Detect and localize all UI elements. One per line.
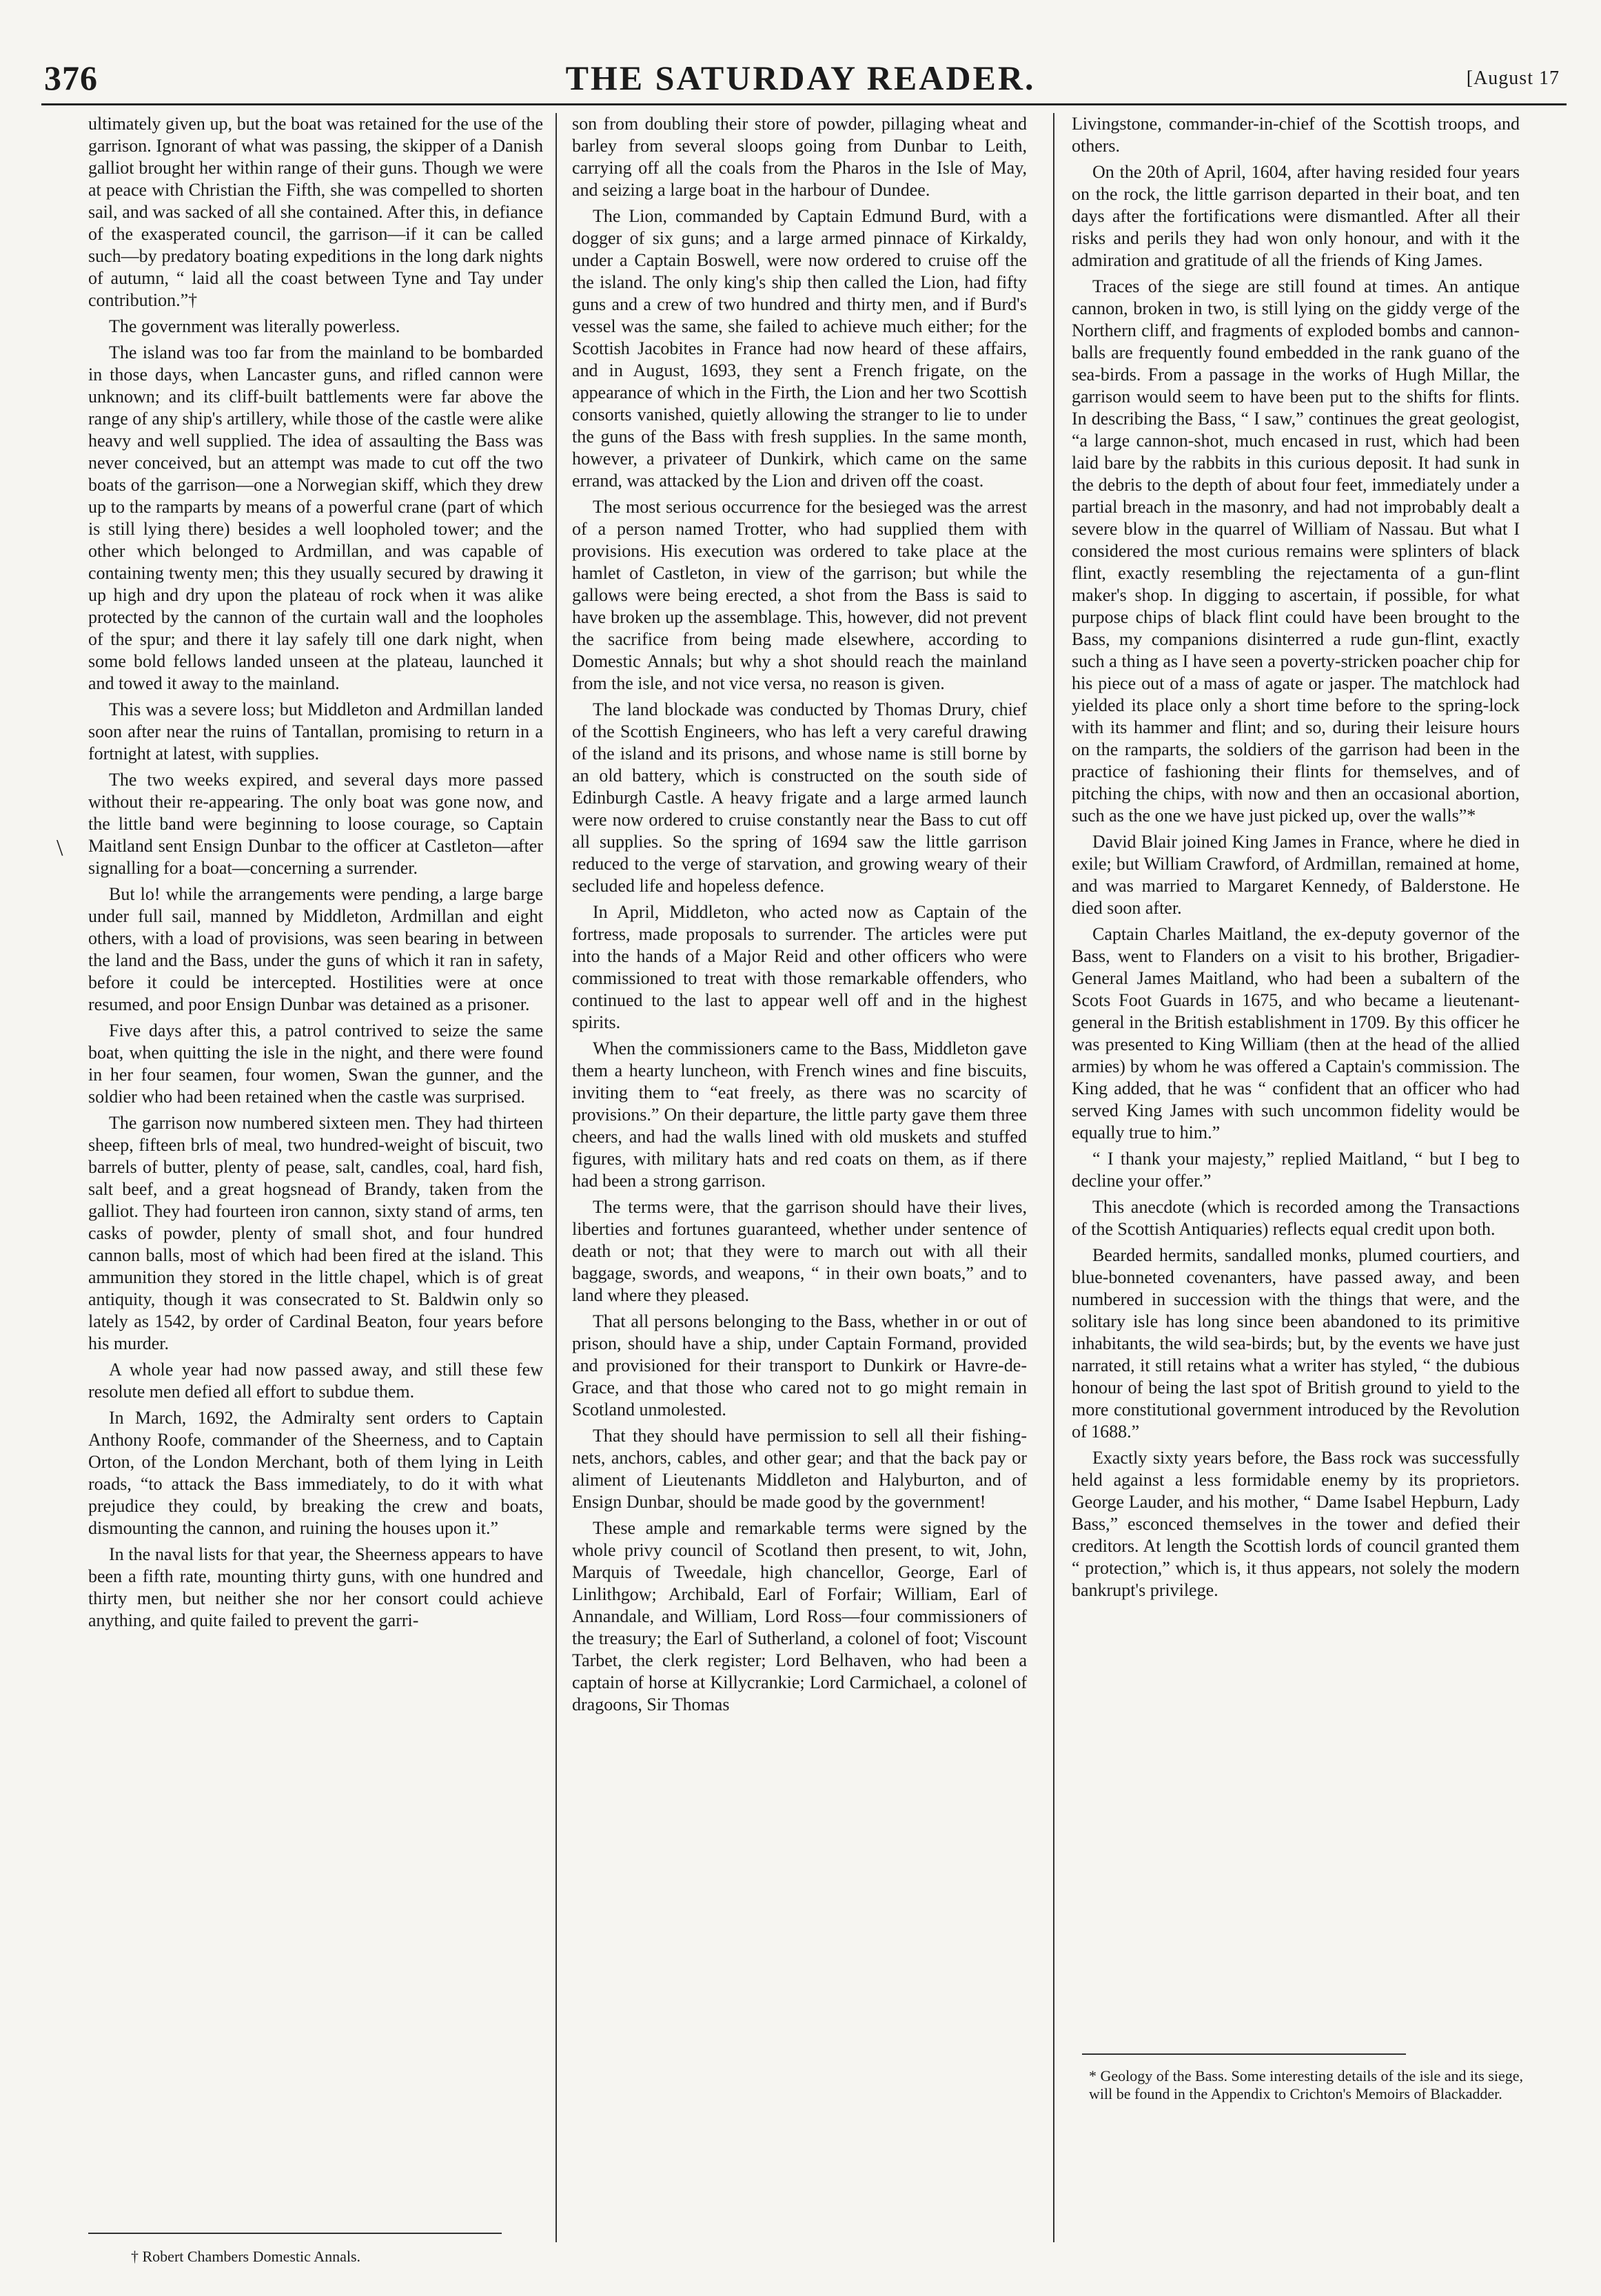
paragraph: The most serious occurrence for the besieged was the arrest of a person named Trotter, who had supplied them with provisions. His execution was ordered to take place at the hamlet of Castleton, in view of the garrison; but while the gallows were being erected, a shot from the Bass is said to have broken up the assemblage. This, however, did not prevent the sacrifice from being made elsewhere, according to Domestic Annals; but why a shot should reach the mainland from the isle, and not vice versa, no reason is given. <box>572 497 1027 693</box>
column-3 <box>1072 113 1520 1606</box>
column-2 <box>572 113 1027 1720</box>
paragraph: Bearded hermits, sandalled monks, plumed courtiers, and blue-bonneted covenanters, have passed away, and been numbered in succession with the things that were, and the solitary isle has long since been abandoned to its primitive inhabitants, the wild sea-birds; but, by the events we have just narrated, it still retains what a writer has styled, “ the dubious honour of being the last spot of British ground to yield to the more constitutional government introduced by the Revolution of 1688.” <box>1072 1245 1520 1442</box>
paragraph: These ample and remarkable terms were signed by the whole privy council of Scotland then present, to wit, John, Marquis of Tweedale, high chancellor, George, Earl of Linlithgow; Archibald, Earl of Forfair; William, Earl of Annandale, and William, Lord Ross—four commissioners of the treasury; the Earl of Sutherland, a colonel of foot; Viscount Tarbet, the clerk register; Lord Belhaven, who had been a captain of horse at Killycrankie; Lord Carmichael, a colonel of dragoons, Sir Thomas <box>572 1518 1027 1714</box>
footnote: † Robert Chambers Domestic Annals. <box>131 2248 361 2265</box>
paragraph: That they should have permission to sell all their fishing-nets, anchors, cables, and other gear; and that the back pay or aliment of Lieutenants Middleton and Halyburton, and of Ensign Dunbar, should be made good by the government! <box>572 1426 1027 1512</box>
paragraph: The terms were, that the garrison should have their lives, liberties and fortunes guaranteed, whether under sentence of death or not; that they were to march out with all their baggage, swords, and weapons, “ in their own boats,” and to land where they pleased. <box>572 1197 1027 1305</box>
paragraph: On the 20th of April, 1604, after having resided four years on the rock, the little garrison departed in their boat, and ten days after the fortifications were dismantled. After all their risks and perils they had won only honour, and with it the admiration and gratitude of all the friends of King James. <box>1072 162 1520 270</box>
paragraph: The land blockade was conducted by Thomas Drury, chief of the Scottish Engineers, who has left a very careful drawing of the island and its prisons, and whose name is still borne by an old battery, which is constructed on the south side of Edinburgh Castle. A heavy frigate and a large armed launch were now ordered to cruise constantly near the Bass to cut off all supplies. So the spring of 1694 saw the little garrison reduced to the verge of starvation, and growing weary of their secluded life and hopeless defence. <box>572 699 1027 896</box>
footnote-rule <box>1082 2053 1406 2055</box>
paragraph: In March, 1692, the Admiralty sent orders to Captain Anthony Roofe, commander of the Sheerness, and to Captain Orton, of the London Merchant, both of them lying in Leith roads, “to attack the Bass immediately, to do it with what prejudice they could, by breaking the crew and boats, dismounting the cannon, and ruining the houses upon it.” <box>88 1408 543 1538</box>
paragraph: son from doubling their store of powder, pillaging wheat and barley from several sloops going from Dunbar to Leith, carrying off all the coals from the Pharos in the Isle of May, and seizing a large boat in the harbour of Dundee. <box>572 114 1027 200</box>
paragraph: Livingstone, commander-in-chief of the Scottish troops, and others. <box>1072 114 1520 156</box>
paragraph: When the commissioners came to the Bass, Middleton gave them a hearty luncheon, with French wines and fine biscuits, inviting them to “eat freely, as there was no scarcity of provisions.” On their departure, the little party gave them three cheers, and had the walls lined with old muskets and stuffed figures, with military hats and red coats on them, as if there had been a strong garrison. <box>572 1038 1027 1191</box>
paragraph: But lo! while the arrangements were pending, a large barge under full sail, manned by Middleton, Ardmillan and eight others, with a load of provisions, was seen bearing in between the land and the Bass, under the guns of which it ran in safety, before it could be intercepted. Hostilities were at once resumed, and poor Ensign Dunbar was detained as a prisoner. <box>88 884 543 1014</box>
margin-mark: \ <box>57 835 63 861</box>
paragraph: That all persons belonging to the Bass, whether in or out of prison, should have a ship, under Captain Formand, provided and provisioned for their transport to Dunkirk or Havre-de-Grace, and that those who cared not to go might remain in Scotland unmolested. <box>572 1311 1027 1419</box>
paragraph: “ I thank your majesty,” replied Maitland, “ but I beg to decline your offer.” <box>1072 1149 1520 1191</box>
paragraph: The garrison now numbered sixteen men. They had thirteen sheep, fifteen brls of meal, two hundred-weight of biscuit, two barrels of butter, plenty of pease, salt, candles, coal, hard fish, salt beef, and a great hogsnead of Brandy, taken from the galliot. They had fourteen iron cannon, sixty stand of arms, ten casks of powder, plenty of small shot, and four hundred cannon balls, most of which had been fired at the island. This ammunition they stored in the little chapel, which is of great antiquity, though it was consecrated to St. Baldwin only so lately as 1542, by order of Cardinal Beaton, four years before his murder. <box>88 1113 543 1353</box>
paragraph: ultimately given up, but the boat was retained for the use of the garrison. Ignorant of what was passing, the skipper of a Danish galliot brought her within range of their guns. Though we were at peace with Christian the Fifth, she was compelled to shorten sail, and was sacked of all she contained. After this, in defiance of the exasperated council, the garrison—if it can be called such—by predatory boating expeditions in the long dark nights of autumn, “ laid all the coast between Tyne and Tay under contribution.”† <box>88 114 543 310</box>
page-number: 376 <box>44 59 98 97</box>
paragraph: The government was literally powerless. <box>109 316 400 336</box>
paragraph: A whole year had now passed away, and still these few resolute men defied all effort to subdue them. <box>88 1360 543 1402</box>
paragraph: The two weeks expired, and several days more passed without their re-appearing. The only boat was gone now, and the little band were beginning to loose courage, so Captain Maitland sent Ensign Dunbar to the officer at Castleton—after signalling for a boat—concerning a surrender. <box>88 770 543 878</box>
footnote-rule <box>88 2233 502 2234</box>
paragraph: In the naval lists for that year, the Sheerness appears to have been a fifth rate, mounting thirty guns, with one hundred and thirty men, but neither she nor her consort could achieve anything, and quite failed to prevent the garri- <box>88 1544 543 1630</box>
masthead-title: THE SATURDAY READER. <box>565 59 1036 97</box>
paragraph: Five days after this, a patrol contrived to seize the same boat, when quitting the isle in the night, and there were found in her four seamen, four women, Swan the gunner, and the soldier who had been retained when the castle was surprised. <box>88 1021 543 1107</box>
paragraph: In April, Middleton, who acted now as Captain of the fortress, made proposals to surrender. The articles were put into the hands of a Major Reid and other officers who were commissioned to treat with those remarkable offenders, who continued to the last to appear well off and in the highest spirits. <box>572 902 1027 1032</box>
column-divider <box>555 113 557 2242</box>
paragraph: This was a severe loss; but Middleton and Ardmillan landed soon after near the ruins of Tantallan, promising to return in a fortnight at latest, with supplies. <box>88 699 543 763</box>
header-rule <box>41 103 1567 105</box>
paragraph: Exactly sixty years before, the Bass rock was successfully held against a less formidable enemy by its proprietors. George Lauder, and his mother, “ Dame Isabel Hepburn, Lady Bass,” esconced themselves in the tower and defied their creditors. At length the Scottish lords of council granted them “ protection,” which is, it thus appears, not solely the modern bankrupt's privilege. <box>1072 1448 1520 1600</box>
paragraph: David Blair joined King James in France, where he died in exile; but William Crawford, of Ardmillan, remained at home, and was married to Margaret Kennedy, of Balderstone. He died soon after. <box>1072 832 1520 918</box>
paragraph: Traces of the siege are still found at times. An antique cannon, broken in two, is still lying on the giddy verge of the Northern cliff, and fragments of exploded bombs and cannon-balls are frequently found embedded in the rank guano of the sea-birds. From a passage in the works of Hugh Millar, the garrison would seem to have been put to the shifts for flints. In describing the Bass, “ I saw,” continues the great geologist, “a large cannon-shot, much encased in rust, which had been laid bare by the rabbits in this curious deposit. It had sunk in the debris to the depth of about four feet, immediately under a partial breach in the masonry, and had not improbably dealt a severe blow in the quarrel of William of Nassau. But what I considered the most curious remains were splinters of black flint, exactly resembling the rejectamenta of a gun-flint maker's shop. In digging to ascertain, if possible, for what purpose chips of black flint could have been brought to the Bass, my companions disinterred a rude gun-flint, exactly such a thing as I have seen a poverty-stricken poacher chip for his piece out of a mass of agate or jasper. The matchlock had yielded its place only a short time before to the spring-lock with its hammer and flint; and so, during their leisure hours on the ramparts, the soldiers of the garrison had been in the practice of fashioning their flints for themselves, and of pitching the chips, with now and then an occasional abortion, such as the one we have just picked up, over the walls”* <box>1072 276 1520 826</box>
paragraph: The island was too far from the mainland to be bombarded in those days, when Lancaster guns, and rifled cannon were unknown; and its cliff-built battlements were far above the range of any ship's artillery, while those of the castle were alike heavy and well supplied. The idea of assaulting the Bass was never conceived, but an attempt was made to cut off the two boats of the garrison—one a Norwegian skiff, which they drew up to the ramparts by means of a powerful crane (part of which is still lying there) besides a well loopholed tower; and the other which belonged to Ardmillan, and was capable of containing twenty men; this they usually secured by drawing it up high and dry upon the plateau of rock when it was alike protected by the cannon of the curtain wall and the loopholes of the spur; and there it lay safely till one dark night, when some bold fellows landed unseen at the plateau, launched it and towed it away to the mainland. <box>88 342 543 693</box>
paragraph: Captain Charles Maitland, the ex-deputy governor of the Bass, went to Flanders on a visit to his brother, Brigadier-General James Maitland, who had been a subaltern of the Scots Foot Guards in 1675, and who became a lieutenant-general in the British establishment in 1709. By this officer he was presented to King William (then at the head of the allied armies) by whom he was offered a Captain's commission. The King added, that he was “ confident that an officer who had served King James with such uncommon fidelity would be equally true to him.” <box>1072 924 1520 1142</box>
paragraph: The Lion, commanded by Captain Edmund Burd, with a dogger of six guns; and a large armed pinnace of Kirkaldy, under a Captain Boswell, were now ordered to cruise off the the island. The only king's ship then called the Lion, had fifty guns and a crew of two hundred and thirty men, and if Burd's vessel was the same, she failed to achieve much either; for the Scottish Jacobites in France had now heard of these affairs, and in August, 1693, they sent a French frigate, on the appearance of which in the Firth, the Lion and her two Scottish consorts vanished, quietly allowing the stranger to lie to under the guns of the Bass with fresh supplies. In the same month, however, a privateer of Dunkirk, which came on the same errand, was attacked by the Lion and driven off the coast. <box>572 206 1027 491</box>
column-1 <box>88 113 543 1636</box>
issue-date: [August 17 <box>1466 68 1560 89</box>
paragraph: This anecdote (which is recorded among the Transactions of the Scottish Antiquaries) reflects equal credit upon both. <box>1072 1197 1520 1239</box>
footnote: * Geology of the Bass. Some interesting details of the isle and its siege, will be found in the Appendix to Crichton's Memoirs of Blackadder. <box>1089 2067 1523 2102</box>
column-divider <box>1053 113 1054 2242</box>
